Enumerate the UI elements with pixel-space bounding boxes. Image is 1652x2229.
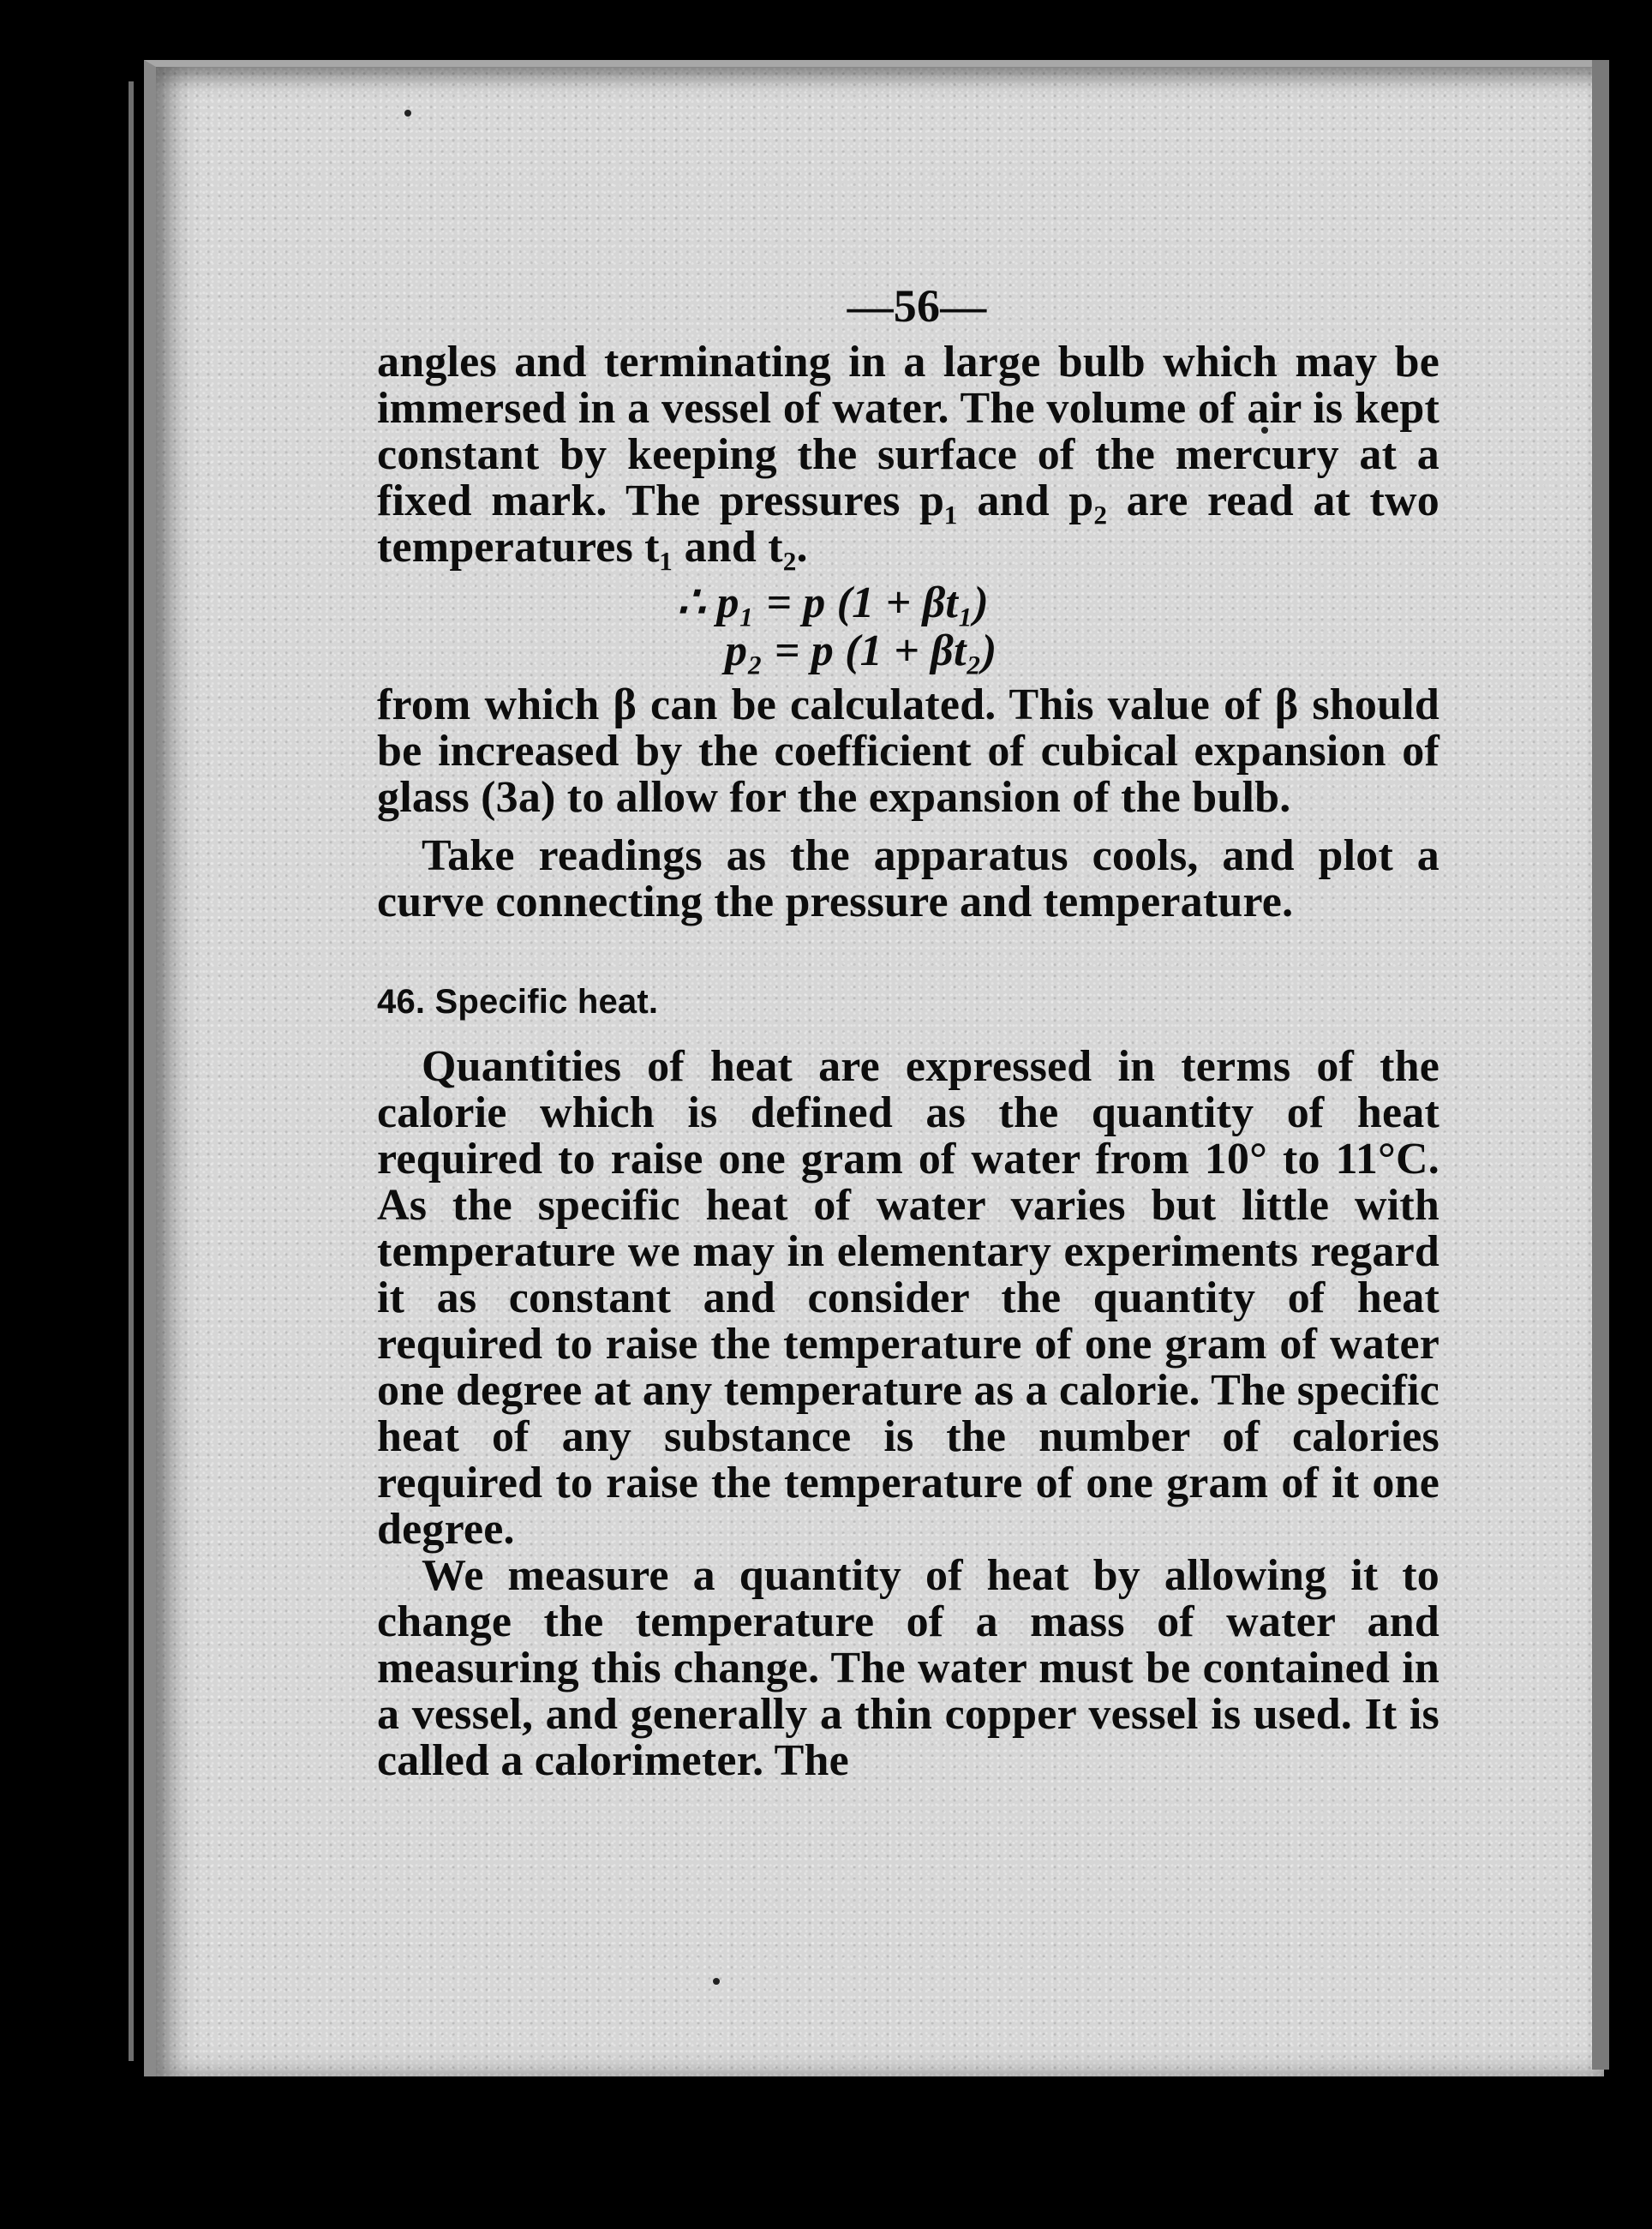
paragraph: Take readings as the apparatus cools, and plot a curve connecting the pressure and temperature. [377, 831, 1440, 926]
page-speck [404, 110, 411, 117]
page-number: —56— [847, 280, 987, 332]
equation-line: p₂ = p (1 + βt₂) [725, 626, 997, 675]
paragraph: from which β can be calculated. This value of β should be increased by the coefficient of cubical expansion of glass (3a) to allow for the expansion of the bulb. [377, 680, 1440, 822]
equation-line: ∴ p₁ = p (1 + βt₁) [677, 578, 989, 627]
paragraph: Quantities of heat are expressed in terms of the calorie which is defined as the quantity of heat required to raise one gram of water from 10° to 11°C. As the specific heat of water varies but little with temperature we may in elementary experiments regard it as constant and consider the quantity of heat required to raise the temperature of one gram of water one degree at any temperature as a calorie. The specific heat of any substance is the number of calories required to raise the temperature of one gram of it one degree. [377, 1042, 1440, 1554]
page-edge-right [1592, 60, 1609, 2070]
paragraph: angles and terminating in a large bulb which may be immersed in a vessel of water. The volume of air is kept constant by keeping the surface of the mercury at a fixed mark. The pressures p₁ and p₂ are read at two temperatures t₁ and t₂. [377, 338, 1440, 572]
page-text [377, 280, 1440, 1785]
page-speck [713, 1978, 720, 1985]
equation [377, 579, 1440, 675]
page-edge-left [129, 81, 134, 2061]
section-heading: 46. Specific heat. [377, 983, 659, 1021]
paragraph: We measure a quantity of heat by allowing it to change the temperature of a mass of water and measuring this change. The water must be contained in a vessel, and generally a thin copper vessel is used. It is called a calorimeter. The [377, 1551, 1440, 1785]
